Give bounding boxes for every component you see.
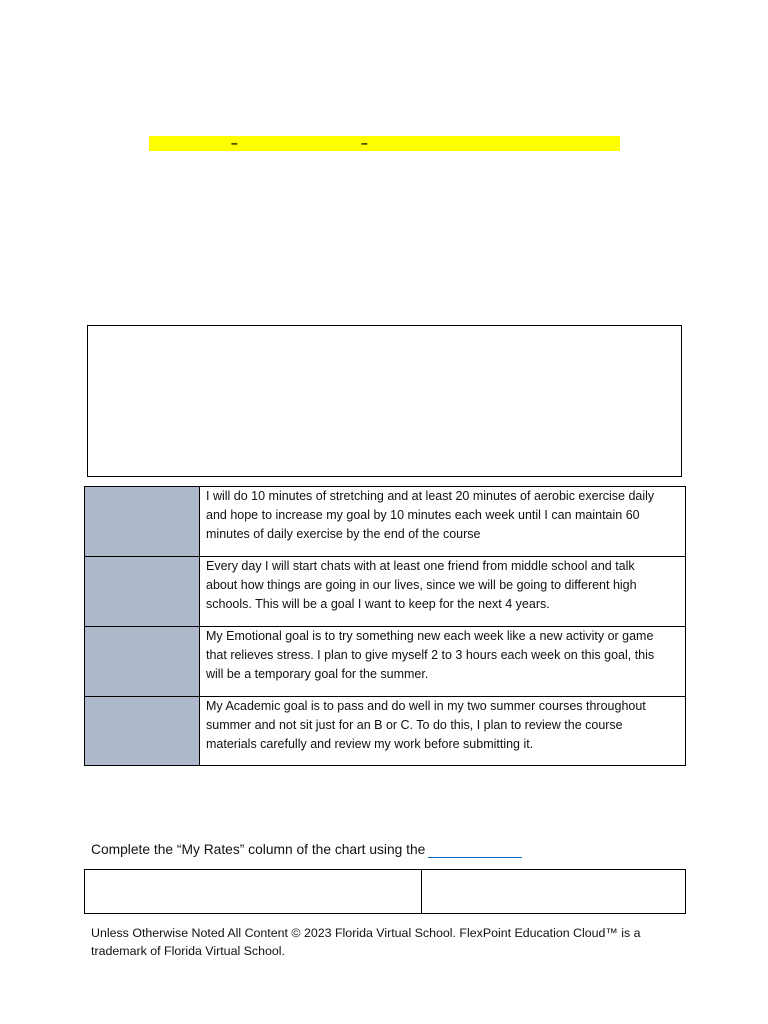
highlight-dash-right: –: [361, 136, 368, 150]
instructions-text: Complete the “My Rates” column of the chart using the: [91, 842, 426, 857]
rubric-link[interactable]: [428, 842, 522, 858]
goal-label-cell: [85, 557, 200, 627]
answer-cell-left: [85, 870, 422, 913]
goal-row: [85, 487, 686, 557]
goal-row: [85, 697, 686, 766]
goal-text-cell: I will do 10 minutes of stretching and at least 20 minutes of aerobic exercise daily and hope to increase my goal by 10 minutes each week until I can maintain 60 minutes of daily exercise by the end of the course: [200, 487, 686, 557]
goal-row: [85, 627, 686, 697]
answer-cell-right: [422, 870, 685, 913]
goal-text-cell: Every day I will start chats with at least one friend from middle school and talk about how things are going in our lives, since we will be going to different high schools. This will be a goal I want to keep for the next 4 years.: [200, 557, 686, 627]
goal-text-cell: My Emotional goal is to try something new each week like a new activity or game that relieves stress. I plan to give myself 2 to 3 hours each week on this goal, this will be a temporary goal for the summer.: [200, 627, 686, 697]
goal-label-cell: [85, 697, 200, 766]
answer-table: [84, 869, 686, 914]
goal-text-cell: My Academic goal is to pass and do well in my two summer courses throughout summer and not sit just for an B or C. To do this, I plan to review the course materials carefully and review my work before submitting it.: [200, 697, 686, 766]
goals-table: [84, 486, 686, 766]
goal-row: [85, 557, 686, 627]
highlight-dash-left: –: [231, 136, 238, 150]
blank-text-box: [87, 325, 682, 477]
footer-copyright: Unless Otherwise Noted All Content © 2023 Florida Virtual School. FlexPoint Education Cloud™ is a trademark of Florida Virtual School.: [91, 926, 641, 958]
goal-label-cell: [85, 627, 200, 697]
goal-label-cell: [85, 487, 200, 557]
highlight-bar: [149, 136, 620, 151]
